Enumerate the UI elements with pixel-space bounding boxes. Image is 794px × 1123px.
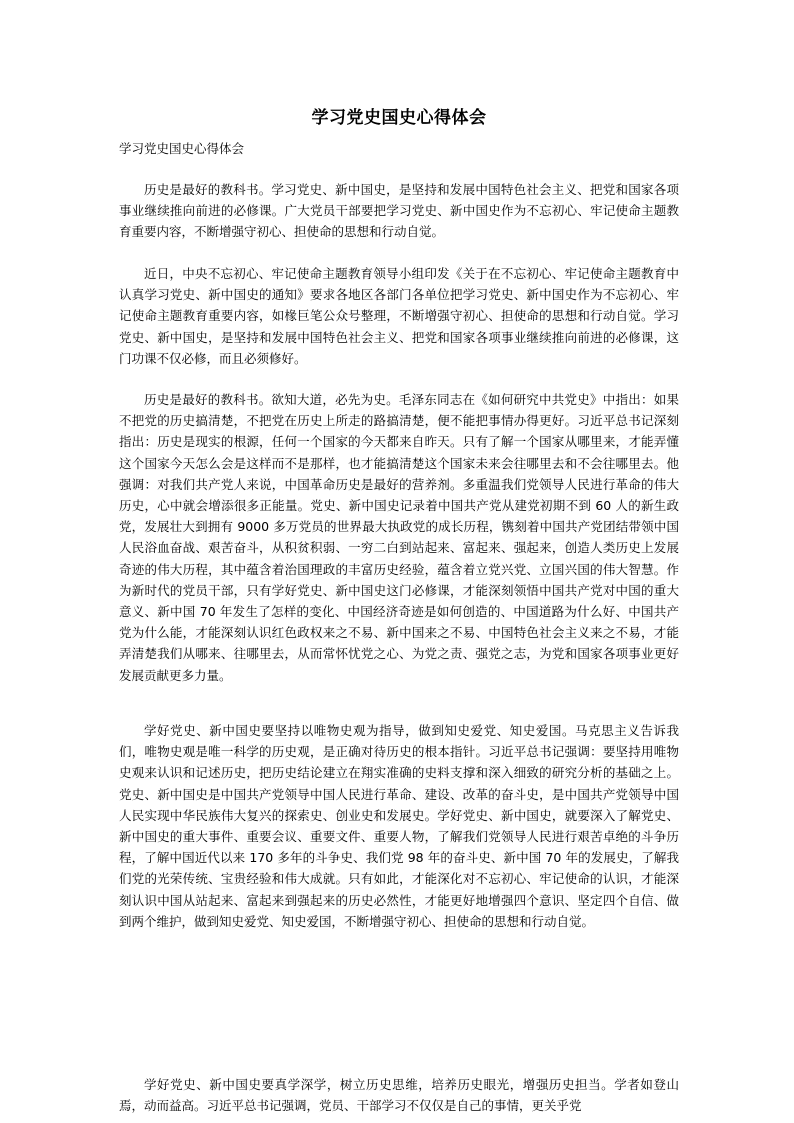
paragraph-1: 历史是最好的教科书。学习党史、新中国史，是坚持和发展中国特色社会主义、把党和国家各项事业继续推向前进的必修课。广大党员干部要把学习党史、新中国史作为不忘初心、牢记使命主题教育重要内容，不断增强守初心、担使命的思想和行动自觉。 bbox=[119, 182, 679, 240]
paragraph-2: 近日，中央不忘初心、牢记使命主题教育领导小组印发《关于在不忘初心、牢记使命主题教育中认真学习党史、新中国史的通知》要求各地区各部门各单位把学习党史、新中国史作为不忘初心、牢记使命主题教育重要内容，如椽巨笔公众号整理，不断增强守初心、担使命的思想和行动自觉。学习党史、新中国史，是坚持和发展中国特色社会主义、把党和国家各项事业继续推向前进的必修课，这门功课不仅必修，而且必须修好。 bbox=[119, 266, 679, 366]
document-title: 学习党史国史心得体会 bbox=[311, 108, 487, 128]
paragraph-5: 学好党史、新中国史要真学深学，树立历史思维，培养历史眼光，增强历史担当。学者如登山焉，动而益高。习近平总书记强调，党员、干部学习不仅仅是自己的事情，更关乎党 bbox=[119, 1077, 679, 1114]
paragraph-4: 学好党史、新中国史要坚持以唯物史观为指导，做到知史爱党、知史爱国。马克思主义告诉我们，唯物史观是唯一科学的历史观，是正确对待历史的根本指针。习近平总书记强调：要坚持用唯物史观来认识和记述历史，把历史结论建立在翔实准确的史料支撑和深入细致的研究分析的基础之上。党史、新中国史是中国共产党领导中国人民进行革命、建设、改革的奋斗史，是中国共产党领导中国人民实现中华民族伟大复兴的探索史、创业史和发展史。学好党史、新中国史，就要深入了解党史、新中国史的重大事件、重要会议、重要文件、重要人物，了解我们党领导人民进行艰苦卓绝的斗争历程，了解中国近代以来 170 多年的斗争史、我们党 98 年的奋斗史、新中国 70 年的发展史，了解我们党的光荣传统、宝贵经验和伟大成就。只有如此，才能深化对不忘初心、牢记使命的认识，才能深刻认识中国从站起来、富起来到强起来的历史必然性，才能更好地增强四个意识、坚定四个自信、做到两个维护，做到知史爱党、知史爱国，不断增强守初心、担使命的思想和行动自觉。 bbox=[119, 723, 679, 929]
paragraph-3: 历史是最好的教科书。欲知大道，必先为史。毛泽东同志在《如何研究中共党史》中指出：如果不把党的历史搞清楚，不把党在历史上所走的路搞清楚，便不能把事情办得更好。习近平总书记深刻指出：历史是现实的根源，任何一个国家的今天都来自昨天。只有了解一个国家从哪里来，才能弄懂这个国家今天怎么会是这样而不是那样，也才能搞清楚这个国家未来会往哪里去和不会往哪里去。他强调：对我们共产党人来说，中国革命历史是最好的营养剂。多重温我们党领导人民进行革命的伟大历史，心中就会增添很多正能量。党史、新中国史记录着中国共产党从建党初期不到 60 人的新生政党，发展壮大到拥有 9000 多万党员的世界最大执政党的成长历程，镌刻着中国共产党团结带领中国人民浴血奋战、艰苦奋斗，从积贫积弱、一穷二白到站起来、富起来、强起来，创造人类历史上发展奇迹的伟大历程，其中蕴含着治国理政的丰富历史经验，蕴含着立党兴党、立国兴国的伟大智慧。作为新时代的党员干部，只有学好党史、新中国史这门必修课，才能深刻领悟中国共产党对中国的重大意义、新中国 70 年发生了怎样的变化、中国经济奇迹是如何创造的、中国道路为什么好、中国共产党为什么能，才能深刻认识红色政权来之不易、新中国来之不易、中国特色社会主义来之不易，才能弄清楚我们从哪来、往哪里去，从而常怀忧党之心、为党之责、强党之志，为党和国家各项事业更好发展贡献更多力量。 bbox=[119, 392, 679, 683]
document-subtitle: 学习党史国史心得体会 bbox=[119, 141, 245, 156]
